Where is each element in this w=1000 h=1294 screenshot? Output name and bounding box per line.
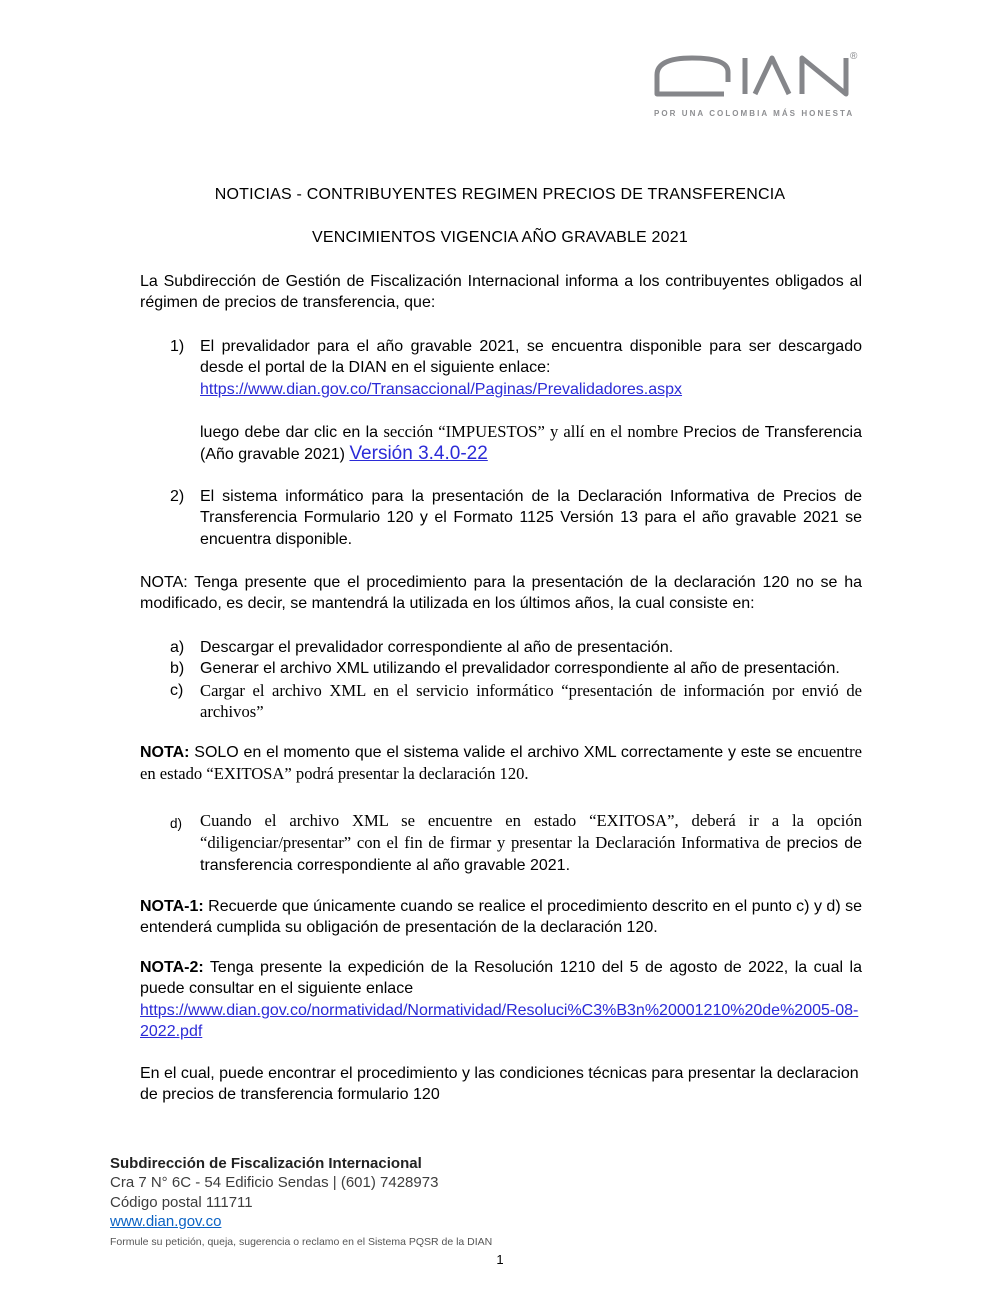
lettered-item-a <box>140 637 862 658</box>
item-1-text: El prevalidador para el año gravable 2021, se encuentra disponible para ser descargado desde el portal de la DIAN en el siguiente enlace: <box>200 338 862 377</box>
luego-body <box>200 421 862 466</box>
footer-department: Subdirección de Fiscalización Internacional <box>110 1155 422 1172</box>
footer-pqsr-note: Formule su petición, queja, sugerencia o reclamo en el Sistema PQSR de la DIAN <box>110 1235 493 1248</box>
lettered-item-c <box>140 680 862 723</box>
item-d-serif: Cuando el archivo XML se encuentre en estado “EXITOSA”, deberá ir a la opción “diligenciar/presentar” con el fin de firmar y presentar la Declaración Informativa de <box>200 811 862 853</box>
footer-address: Cra 7 N° 6C - 54 Edificio Sendas | (601) 7428973 <box>110 1174 439 1192</box>
page-title: NOTICIAS - CONTRIBUYENTES REGIMEN PRECIOS DE TRANSFERENCIA <box>214 186 786 203</box>
resolucion-link[interactable]: https://www.dian.gov.co/normatividad/Normatividad/Resoluci%C3%B3n%20001210%20de%2005-08-2022.pdf <box>140 1001 859 1041</box>
item-b-letter: b) <box>170 660 185 677</box>
nota-2-text: Tenga presente la expedición de la Resolución 1210 del 5 de agosto de 2022, la cual la puede consultar en el siguiente enlace <box>140 959 862 998</box>
nota-solo-sans: SOLO en el momento que el sistema valide el archivo XML correctamente y este se <box>189 744 798 761</box>
dian-tagline: POR UNA COLOMBIA MÁS HONESTA <box>654 109 855 118</box>
prevalidadores-link[interactable]: https://www.dian.gov.co/Transaccional/Paginas/Prevalidadores.aspx <box>200 380 683 398</box>
luego-paragraph <box>140 421 862 466</box>
logo-letter-d <box>657 58 728 94</box>
intro-paragraph: La Subdirección de Gestión de Fiscalización Internacional informa a los contribuyentes obligados al régimen de precios de transferencia, que: <box>140 273 862 312</box>
nota-solo-label: NOTA: <box>140 744 190 761</box>
logo-letter-n <box>802 58 846 94</box>
item-d-body <box>200 810 862 876</box>
nota-1-label: NOTA-1: <box>140 898 204 915</box>
numbered-item-2 <box>140 486 862 550</box>
footer-postal-code: Código postal 111711 <box>110 1193 253 1211</box>
logo-letter-a <box>755 58 789 94</box>
nota-2-label: NOTA-2: <box>140 959 204 976</box>
item-c-letter: c) <box>170 682 184 699</box>
item-1-number: 1) <box>170 338 185 355</box>
item-a-text: Descargar el prevalidador correspondiente al año de presentación. <box>200 639 674 656</box>
version-link[interactable]: Versión 3.4.0-22 <box>349 443 488 465</box>
item-c-text: Cargar el archivo XML en el servicio informático “presentación de información por envió de archivos” <box>200 681 862 722</box>
numbered-item-1 <box>140 336 862 400</box>
item-b-text: Generar el archivo XML utilizando el prevalidador correspondiente al año de presentación. <box>200 660 840 677</box>
footer <box>110 1154 730 1252</box>
closing-paragraph: En el cual, puede encontrar el procedimiento y las condiciones técnicas para presentar la declaracion de precios de transferencia formulario 120 <box>140 1065 859 1104</box>
item-2-number: 2) <box>170 488 185 505</box>
nota-solo-serif: encuentre en estado “EXITOSA” podrá presentar la declaración 120. <box>140 742 862 784</box>
page-subtitle: VENCIMIENTOS VIGENCIA AÑO GRAVABLE 2021 <box>312 229 688 246</box>
page-number: 1 <box>496 1252 504 1267</box>
item-1-body <box>200 336 862 400</box>
item-d-letter: d) <box>170 816 183 831</box>
dian-logo <box>652 51 864 118</box>
nota-solo-paragraph <box>140 741 862 786</box>
item-a-letter: a) <box>170 639 185 656</box>
registered-trademark-symbol: ® <box>850 51 858 62</box>
nota-1-text: Recuerde que únicamente cuando se realice el procedimiento descrito en el punto c) y d) se entenderá cumplida su obligación de presentación de la declaración 120. <box>140 898 862 937</box>
footer-website-link[interactable]: www.dian.gov.co <box>110 1213 222 1231</box>
luego-text-sans-1: luego debe dar clic en la <box>200 424 384 441</box>
nota-2-paragraph <box>140 957 862 1043</box>
nota-paragraph: NOTA: Tenga presente que el procedimiento para la presentación de la declaración 120 no se ha modificado, es decir, se mantendrá la utilizada en los últimos años, la cual consiste en: <box>140 574 862 613</box>
nota-1-paragraph <box>140 896 862 939</box>
luego-text-sans-2: Precios de Transferencia (Año gravable 2021) <box>200 424 862 464</box>
item-d-sans: precios de transferencia correspondiente al año gravable 2021. <box>200 835 862 874</box>
luego-text-serif: sección “IMPUESTOS” y allí en el nombre <box>383 422 684 441</box>
item-2-text: El sistema informático para la presentación de la Declaración Informativa de Precios de Transferencia Formulario 120 y el Formato 1125 Versión 13 para el año gravable 2021 se encuentra disponible. <box>200 488 862 548</box>
dian-logo-mark <box>652 55 862 97</box>
lettered-item-b <box>140 658 862 679</box>
lettered-item-d <box>140 810 862 876</box>
